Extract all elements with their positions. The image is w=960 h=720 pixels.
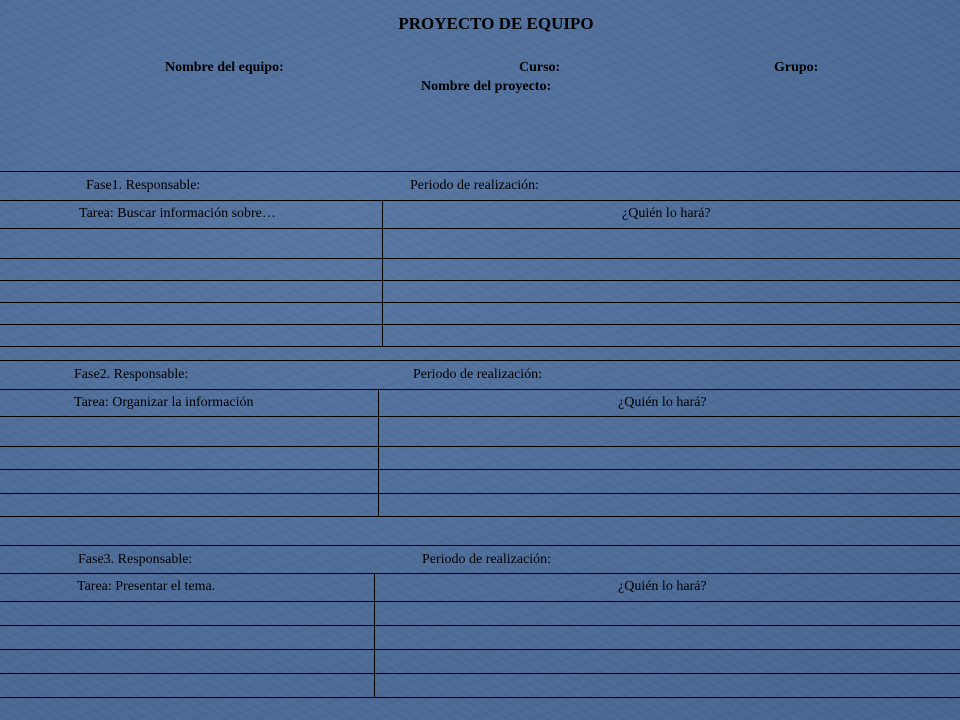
phase-1-task-row[interactable]	[0, 303, 960, 325]
phase-3-task-row[interactable]	[0, 674, 960, 698]
phase-3-task-header-row	[0, 574, 960, 602]
phase-1-task-row[interactable]	[0, 325, 960, 347]
phase-2-task-label: Tarea: Organizar la información	[74, 395, 254, 410]
phase-1-task-label: Tarea: Buscar información sobre…	[79, 206, 276, 221]
phase-1-header	[0, 171, 960, 201]
phase-2-task-header-row	[0, 390, 960, 417]
phase-2-who-label: ¿Quién lo hará?	[618, 395, 707, 410]
phase-1-task-row[interactable]	[0, 259, 960, 281]
phase-2-header	[0, 360, 960, 390]
project-name-label: Nombre del proyecto:	[421, 79, 552, 94]
document-title: PROYECTO DE EQUIPO	[398, 14, 594, 33]
phase-2-task-row[interactable]	[0, 417, 960, 447]
phase-2-task-row[interactable]	[0, 447, 960, 470]
phase-2-responsible-label: Fase2. Responsable:	[74, 367, 189, 382]
phase-1-responsible-label: Fase1. Responsable:	[86, 178, 201, 193]
phase-3-responsible-label: Fase3. Responsable:	[78, 552, 193, 567]
phase-1-who-label: ¿Quién lo hará?	[622, 206, 711, 221]
phase-3-task-row[interactable]	[0, 650, 960, 674]
phase-3-task-row[interactable]	[0, 602, 960, 626]
phase-2-task-row[interactable]	[0, 470, 960, 494]
phase-3-period-label: Periodo de realización:	[422, 552, 552, 567]
phase-3-task-label: Tarea: Presentar el tema.	[77, 579, 216, 594]
group-label: Grupo:	[774, 60, 819, 75]
phase-1-task-row[interactable]	[0, 229, 960, 259]
team-name-label: Nombre del equipo:	[165, 60, 284, 75]
phase-3-task-row[interactable]	[0, 626, 960, 650]
phase-3-header	[0, 545, 960, 574]
phase-2-period-label: Periodo de realización:	[413, 367, 543, 382]
phase-1-task-row[interactable]	[0, 281, 960, 303]
phase-1-period-label: Periodo de realización:	[410, 178, 540, 193]
phase-3-who-label: ¿Quién lo hará?	[618, 579, 707, 594]
phase-1-task-header-row	[0, 201, 960, 229]
phase-2-task-row[interactable]	[0, 494, 960, 517]
course-label: Curso:	[519, 60, 561, 75]
